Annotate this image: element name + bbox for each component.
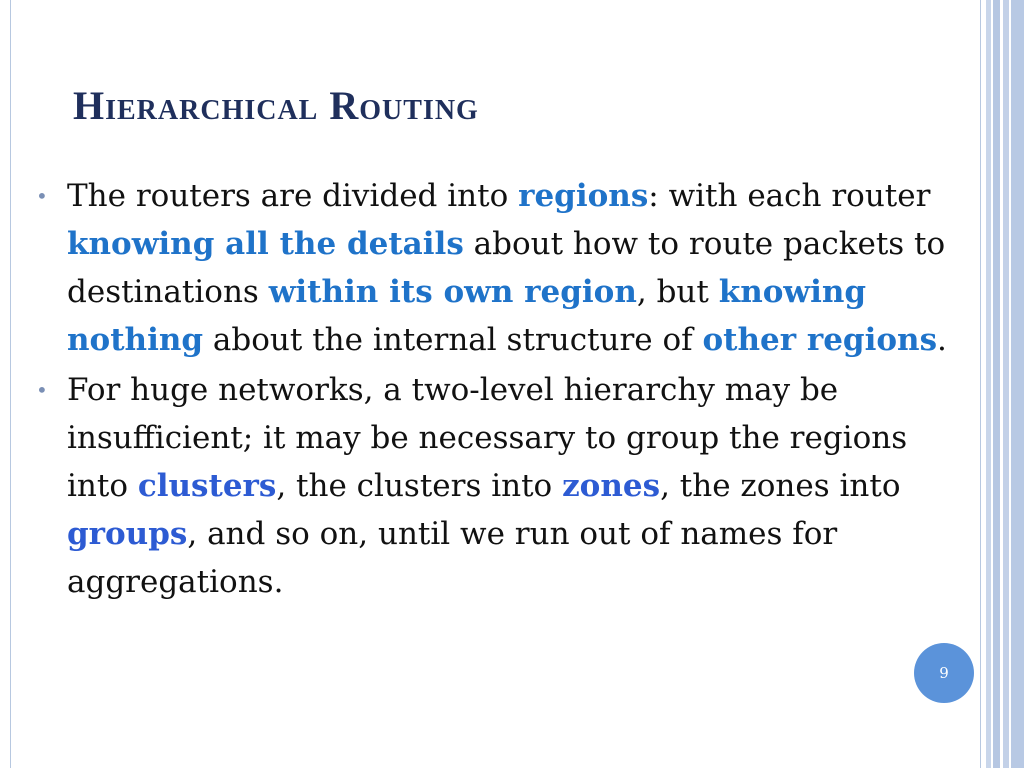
- page-number: 9: [939, 664, 949, 682]
- bullet-text-segment: The routers are divided into: [67, 178, 519, 214]
- bullet-text-segment: : with each router: [648, 178, 931, 214]
- bullet-text-segment: , and so on, until we run out of names for aggregations.: [67, 516, 838, 600]
- emphasis-text: within its own region: [268, 274, 637, 310]
- slide-title: Hierarchical Routing: [73, 83, 479, 128]
- emphasis-text: regions: [518, 178, 649, 214]
- page-number-badge: [914, 643, 974, 703]
- emphasis-text: knowing nothing: [67, 274, 867, 358]
- bullet-text-segment: , the clusters into: [276, 468, 563, 504]
- bullet-item-1: [34, 172, 954, 364]
- bullet-text-segment: , but: [636, 274, 719, 310]
- emphasis-text: zones: [562, 468, 661, 504]
- slide-right-border: [980, 0, 981, 768]
- emphasis-text: clusters: [137, 468, 277, 504]
- decorative-stripe: [1011, 0, 1024, 768]
- emphasis-text: other regions: [702, 322, 938, 358]
- bullet-icon: •: [36, 184, 48, 208]
- bullet-text-segment: , the zones into: [660, 468, 901, 504]
- decorative-stripe: [986, 0, 991, 768]
- bullet-text-segment: about the internal structure of: [203, 322, 703, 358]
- bullet-icon: •: [36, 378, 48, 402]
- slide-body: [34, 172, 954, 608]
- emphasis-text: knowing all the details: [67, 226, 464, 262]
- bullet-text-segment: For huge networks, a two-level hierarchy may be insufficient; it may be necessary to group the regions into: [67, 372, 908, 504]
- bullet-text-segment: about how to route packets to destinations: [67, 226, 946, 310]
- emphasis-text: groups: [67, 516, 188, 552]
- decorative-stripe: [1003, 0, 1009, 768]
- decorative-stripe: [993, 0, 1000, 768]
- bullet-text-segment: .: [937, 322, 947, 358]
- bullet-item-2: [34, 366, 954, 606]
- slide-left-border: [10, 0, 11, 768]
